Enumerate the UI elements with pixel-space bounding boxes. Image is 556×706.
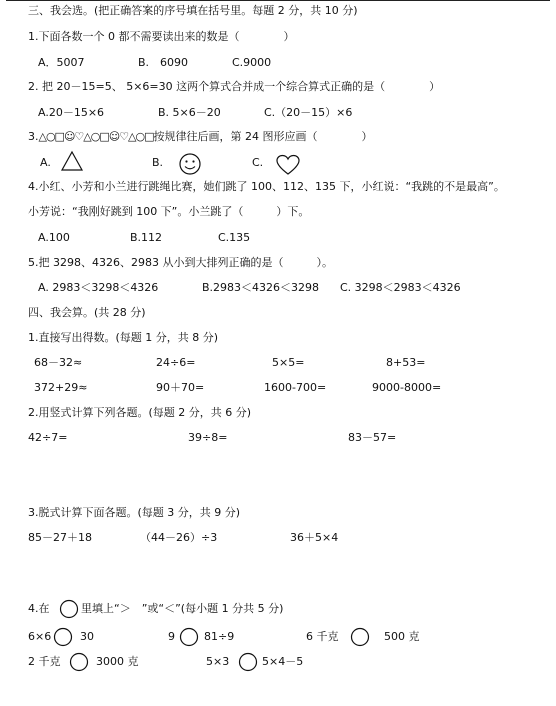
q4-stem-line1: 4.小红、小芳和小兰进行跳绳比赛，她们跳了 100、112、135 下，小红说：“我跳的不是最高”。 bbox=[28, 180, 505, 193]
part1-title: 1.直接写出得数。(每题 1 分，共 8 分) bbox=[28, 331, 219, 344]
part4-title-prefix: 4.在 bbox=[28, 602, 50, 615]
triangle-icon bbox=[60, 150, 84, 172]
calc-item: 68－32≈ bbox=[34, 356, 83, 369]
compare-answer-circle[interactable] bbox=[179, 627, 199, 647]
calc-item: 9000-8000= bbox=[372, 381, 442, 394]
vertical-calc-item: 39÷8= bbox=[188, 431, 228, 444]
q2-stem: 2. 把 20－15=5、 5×6=30 这两个算式合并成一个综合算式正确的是（ ） bbox=[28, 80, 441, 93]
part4-title-suffix: 里填上“＞ ”或“＜”(每小题 1 分共 5 分) bbox=[81, 602, 284, 615]
calc-item: 5×5= bbox=[272, 356, 305, 369]
q3-option-a-label: A. bbox=[40, 156, 51, 169]
section-4-heading: 四、我会算。(共 28 分) bbox=[28, 306, 146, 319]
q5-stem: 5.把 3298、4326、2983 从小到大排列正确的是（ ）。 bbox=[28, 256, 333, 269]
q4-option-b: B.112 bbox=[130, 231, 163, 244]
q1-option-c: C.9000 bbox=[232, 56, 272, 69]
vertical-calc-item: 83－57= bbox=[348, 431, 397, 444]
compare-left: 6 千克 bbox=[306, 630, 339, 643]
answer-circle-sample bbox=[59, 599, 79, 619]
calc-item: 372+29≈ bbox=[34, 381, 88, 394]
compare-right: 81÷9 bbox=[204, 630, 235, 643]
q5-option-a: A. 2983＜3298＜4326 bbox=[38, 281, 159, 294]
stepwise-calc-item: （44－26）÷3 bbox=[140, 531, 218, 544]
q2-option-a: A.20－15×6 bbox=[38, 106, 105, 119]
q3-option-c-label: C. bbox=[252, 156, 264, 169]
q1-option-b: B. 6090 bbox=[138, 56, 189, 69]
q4-stem-line2: 小芳说：“我刚好跳到 100 下”。小兰跳了（ ）下。 bbox=[28, 205, 310, 218]
q5-option-c: C. 3298＜2983＜4326 bbox=[340, 281, 461, 294]
smiley-face-icon bbox=[178, 152, 202, 176]
compare-answer-circle[interactable] bbox=[69, 652, 89, 672]
stepwise-calc-item: 36＋5×4 bbox=[290, 531, 339, 544]
top-border-line bbox=[6, 0, 550, 1]
q4-option-c: C.135 bbox=[218, 231, 251, 244]
stepwise-calc-item: 85－27＋18 bbox=[28, 531, 92, 544]
vertical-calc-item: 42÷7= bbox=[28, 431, 68, 444]
q3-option-b-label: B. bbox=[152, 156, 164, 169]
q2-option-c: C.（20－15）×6 bbox=[264, 106, 353, 119]
q1-option-a: A．5007 bbox=[38, 56, 85, 69]
q1-stem: 1.下面各数一个 0 都不需要读出来的数是（ ） bbox=[28, 30, 295, 43]
compare-answer-circle[interactable] bbox=[238, 652, 258, 672]
compare-left: 5×3 bbox=[206, 655, 230, 668]
q3-stem-text: 按规律往后画，第 24 图形应画（ ） bbox=[153, 130, 373, 143]
section-3-heading: 三、我会选。(把正确答案的序号填在括号里。每题 2 分，共 10 分) bbox=[28, 4, 358, 17]
compare-answer-circle[interactable] bbox=[350, 627, 370, 647]
part3-title: 3.脱式计算下面各题。(每题 3 分，共 9 分) bbox=[28, 506, 241, 519]
q2-option-b: B. 5×6－20 bbox=[158, 106, 221, 119]
compare-left: 6×6 bbox=[28, 630, 52, 643]
part2-title: 2.用竖式计算下列各题。(每题 2 分，共 6 分) bbox=[28, 406, 252, 419]
calc-item: 8+53= bbox=[386, 356, 426, 369]
calc-item: 24÷6= bbox=[156, 356, 196, 369]
compare-left: 2 千克 bbox=[28, 655, 61, 668]
compare-right: 500 克 bbox=[384, 630, 420, 643]
q4-option-a: A.100 bbox=[38, 231, 70, 244]
compare-left: 9 bbox=[168, 630, 175, 643]
compare-right: 30 bbox=[80, 630, 94, 643]
heart-icon bbox=[275, 153, 301, 177]
calc-item: 1600-700= bbox=[264, 381, 327, 394]
q3-shape-pattern: △○□☺♡△○□☺♡△○□ bbox=[38, 130, 154, 143]
compare-right: 5×4－5 bbox=[262, 655, 304, 668]
compare-answer-circle[interactable] bbox=[53, 627, 73, 647]
calc-item: 90＋70= bbox=[156, 381, 205, 394]
q3-stem: 3.△○□☺♡△○□☺♡△○□按规律往后画，第 24 图形应画（ ） bbox=[28, 130, 373, 143]
q5-option-b: B.2983＜4326＜3298 bbox=[202, 281, 320, 294]
compare-right: 3000 克 bbox=[96, 655, 139, 668]
